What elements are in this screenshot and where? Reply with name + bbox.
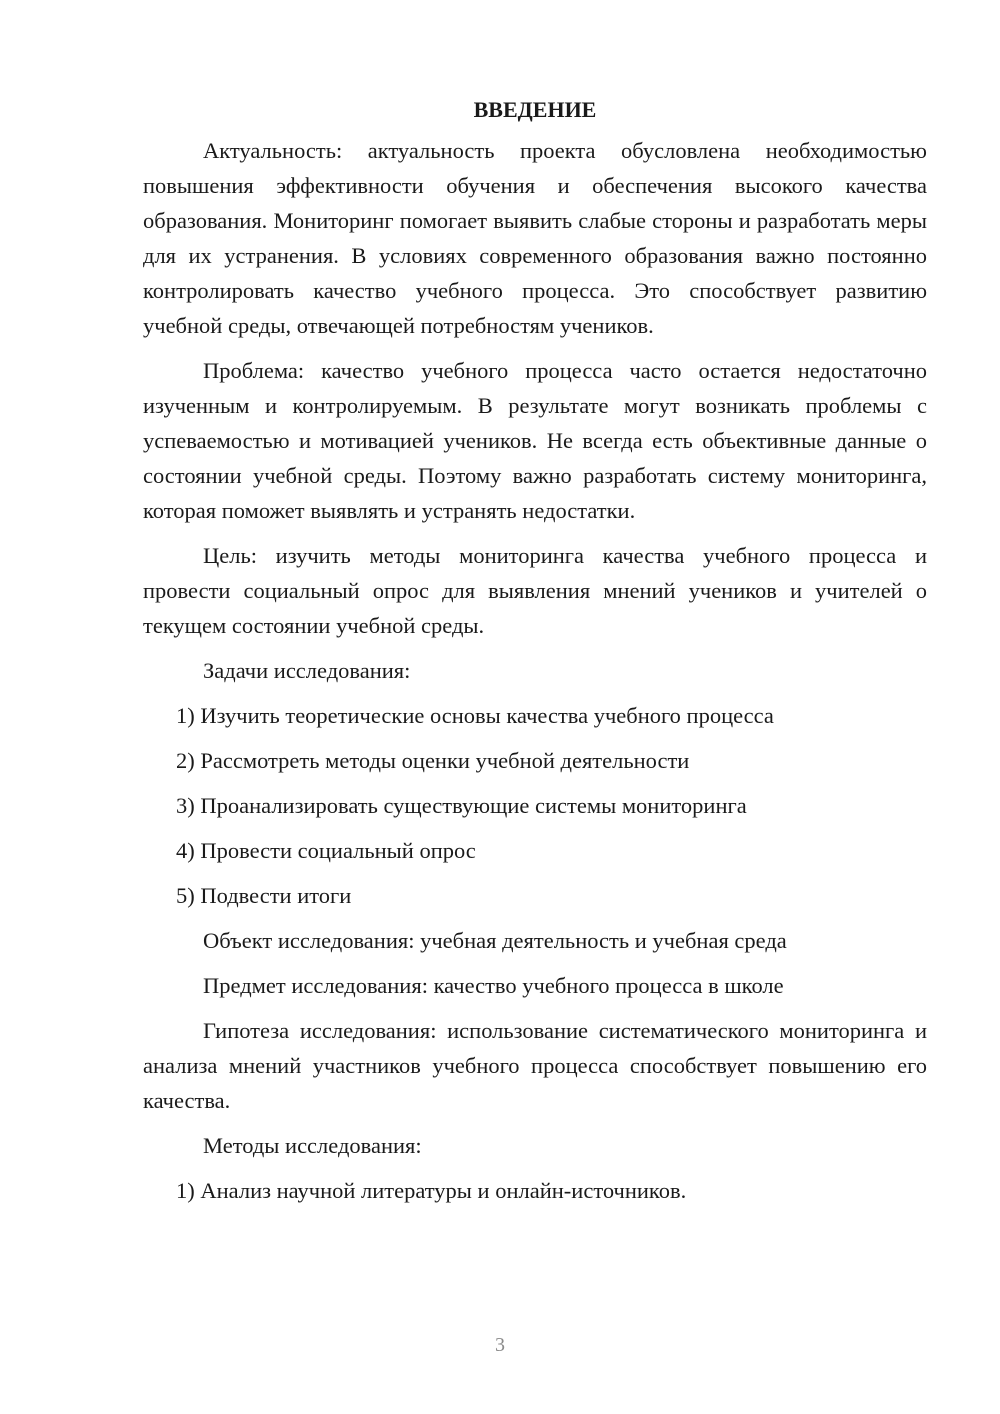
tasks-title: Задачи исследования: (203, 658, 411, 683)
research-object: Объект исследования: учебная деятельность и учебная среда (203, 928, 787, 953)
method-item: 1) Анализ научной литературы и онлайн-источников. (176, 1178, 687, 1203)
task-item: 4) Провести социальный опрос (176, 838, 476, 863)
hypothesis-paragraph: Гипотеза исследования: использование систематического мониторинга и анализа мнений участников учебного процесса способствует повышению его качества. (143, 1018, 927, 1113)
section-heading: ВВЕДЕНИЕ (473, 97, 597, 122)
problem-paragraph: Проблема: качество учебного процесса часто остается недостаточно изученным и контролируемым. В результате могут возникать проблемы с успеваемостью и мотивацией учеников. Не всегда есть объективные данные о состоянии учебной среды. Поэтому важно разработать систему мониторинга, которая поможет выявлять и устранять недостатки. (143, 358, 927, 523)
task-item: 5) Подвести итоги (176, 883, 352, 908)
task-item: 2) Рассмотреть методы оценки учебной деятельности (176, 748, 690, 773)
page-number: 3 (495, 1334, 505, 1356)
task-item: 3) Проанализировать существующие системы мониторинга (176, 793, 747, 818)
methods-title: Методы исследования: (203, 1133, 422, 1158)
goal-paragraph: Цель: изучить методы мониторинга качества учебного процесса и провести социальный опрос для выявления мнений учеников и учителей о текущем состоянии учебной среды. (143, 543, 927, 638)
task-item: 1) Изучить теоретические основы качества учебного процесса (176, 703, 774, 728)
relevance-paragraph: Актуальность: актуальность проекта обусловлена необходимостью повышения эффективности обучения и обеспечения высокого качества образования. Мониторинг помогает выявить слабые стороны и разработать меры для их устранения. В условиях современного образования важно постоянно контролировать качество учебного процесса. Это способствует развитию учебной среды, отвечающей потребностям учеников. (143, 138, 927, 338)
research-subject: Предмет исследования: качество учебного процесса в школе (203, 973, 784, 998)
page-content (143, 92, 927, 1218)
